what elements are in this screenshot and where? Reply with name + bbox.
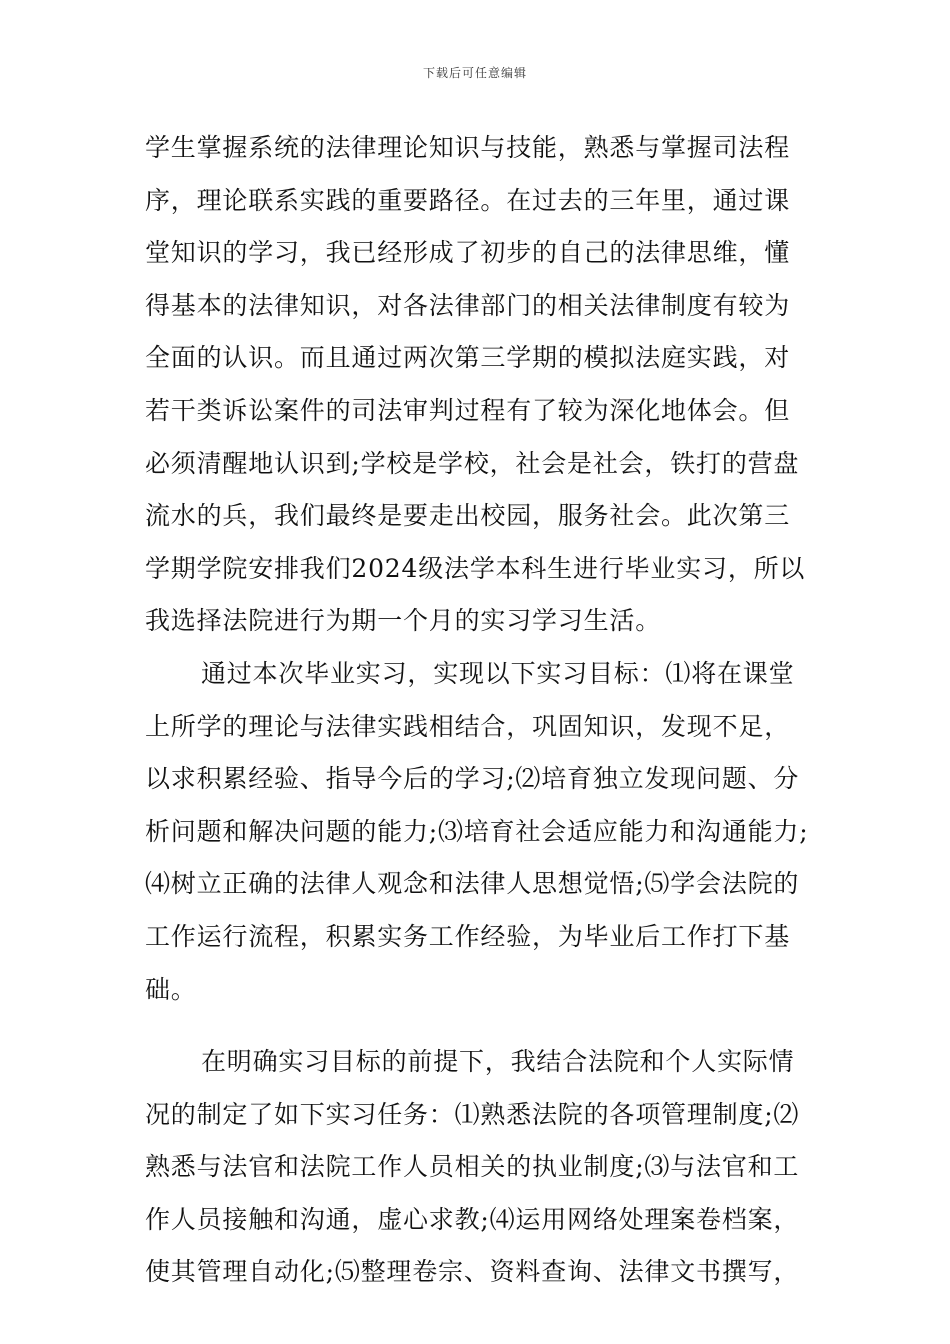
text-line: 流水的兵，我们最终是要走出校园，服务社会。此次第三 — [145, 501, 791, 531]
text-line: 全面的认识。而且通过两次第三学期的模拟法庭实践，对 — [145, 343, 791, 373]
text-line: 熟悉与法官和法院工作人员相关的执业制度;⑶与法官和工 — [145, 1152, 800, 1182]
text-line: ⑷树立正确的法律人观念和法律人思想觉悟;⑸学会法院的 — [145, 869, 800, 899]
text-line: 以求积累经验、指导今后的学习;⑵培育独立发现问题、分 — [145, 764, 800, 794]
text-line: 堂知识的学习，我已经形成了初步的自己的法律思维，懂 — [145, 238, 791, 268]
paragraph-1 — [145, 122, 817, 648]
text-line: 在明确实习目标的前提下，我结合法院和个人实际情 — [201, 1047, 795, 1077]
text-line: 使其管理自动化;⑸整理卷宗、资料查询、法律文书撰写， — [145, 1257, 800, 1287]
text-line: 上所学的理论与法律实践相结合，巩固知识，发现不足， — [145, 711, 791, 741]
text-line: 我选择法院进行为期一个月的实习学习生活。 — [145, 606, 662, 636]
text-line: 析问题和解决问题的能力;⑶培育社会适应能力和沟通能力; — [145, 816, 809, 846]
text-line: 得基本的法律知识，对各法律部门的相关法律制度有较为 — [145, 290, 791, 320]
text-line: 学生掌握系统的法律理论知识与技能，熟悉与掌握司法程 — [145, 133, 791, 162]
text-line: 通过本次毕业实习，实现以下实习目标：⑴将在课堂 — [201, 658, 795, 688]
text-line: 必须清醒地认识到;学校是学校，社会是社会，铁打的营盘 — [145, 448, 800, 478]
text-line: 若干类诉讼案件的司法审判过程有了较为深化地体会。但 — [145, 395, 791, 425]
text-line: 序，理论联系实践的重要路径。在过去的三年里，通过课 — [145, 185, 791, 215]
paragraph-2 — [145, 648, 817, 1016]
document-body — [145, 122, 817, 1299]
paragraph-3 — [145, 1036, 817, 1299]
text-line: 况的制定了如下实习任务：⑴熟悉法院的各项管理制度;⑵ — [145, 1099, 800, 1129]
text-line: 学期学院安排我们2024级法学本科生进行毕业实习，所以 — [145, 553, 806, 583]
text-line: 作人员接触和沟通，虚心求教;⑷运用网络处理案卷档案， — [145, 1204, 800, 1234]
page-header: 下载后可任意编辑 — [422, 66, 527, 80]
text-line: 础。 — [145, 974, 197, 1004]
paragraph-spacer — [145, 1016, 817, 1036]
text-line: 工作运行流程，积累实务工作经验，为毕业后工作打下基 — [145, 921, 791, 951]
